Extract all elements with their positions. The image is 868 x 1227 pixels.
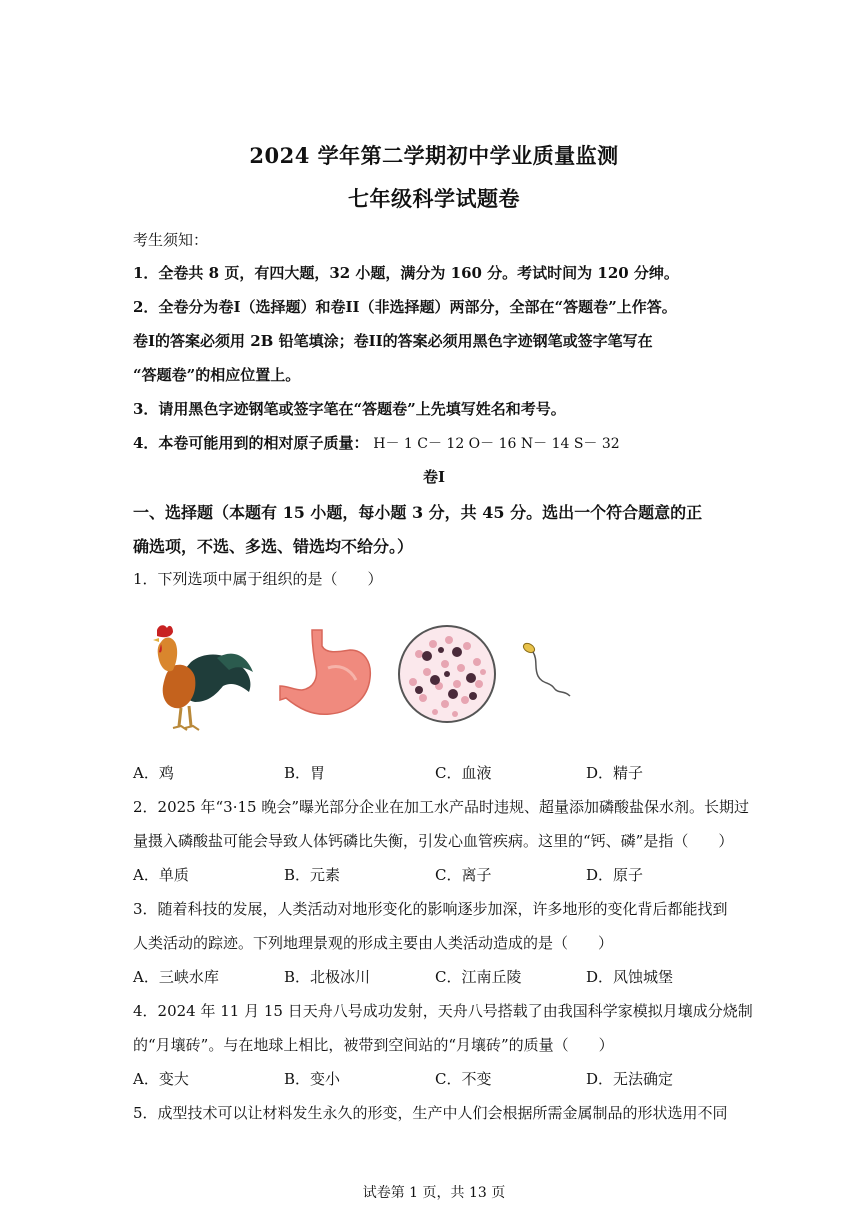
question-3-option-d[interactable]: D．风蚀城堡 (586, 968, 674, 986)
question-4-option-b[interactable]: B．变小 (284, 1070, 341, 1088)
question-2-option-d[interactable]: D．原子 (586, 866, 644, 884)
question-2-option-a[interactable]: A．单质 (133, 866, 189, 884)
question-2-stem-1: 2．2025 年“3·15 晚会”曝光部分企业在加工水产品时违规、超量添加磷酸盐保水剂。长期过 (133, 798, 749, 816)
question-3-option-b[interactable]: B．北极冰川 (284, 968, 371, 986)
atomic-mass-label: 4．本卷可能用到的相对原子质量： (133, 434, 369, 452)
question-3-option-a[interactable]: A．三峡水库 (133, 968, 219, 986)
exam-title: 2024 学年第二学期初中学业质量监测 (249, 143, 619, 168)
question-1-stem: 1．下列选项中属于组织的是（ ） (133, 570, 383, 588)
volume-label: 卷I (422, 468, 446, 486)
question-4-option-c[interactable]: C．不变 (435, 1070, 492, 1088)
section-heading-1: 一、选择题（本题有 15 小题，每小题 3 分，共 45 分。选出一个符合题意的正 (133, 503, 703, 522)
question-4-option-d[interactable]: D．无法确定 (586, 1070, 674, 1088)
atomic-mass-values: H－ 1 C－ 12 O－ 16 N－ 14 S－ 32 (373, 436, 620, 452)
question-4-option-a[interactable]: A．变大 (133, 1070, 189, 1088)
question-1-option-a[interactable]: A．鸡 (133, 764, 174, 782)
question-1-option-d[interactable]: D．精子 (586, 764, 644, 782)
question-3-option-c[interactable]: C．江南丘陵 (435, 968, 522, 986)
blood-cells-image (397, 624, 497, 724)
notice-item-2: 2．全卷分为卷I（选择题）和卷II（非选择题）两部分，全部在“答题卷”上作答。 (133, 298, 677, 316)
notice-item-3: 3．请用黑色字迹钢笔或签字笔在“答题卷”上先填写姓名和考号。 (133, 400, 566, 418)
question-2-option-c[interactable]: C．离子 (435, 866, 492, 884)
question-4-stem-2: 的“月壤砖”。与在地球上相比，被带到空间站的“月壤砖”的质量（ ） (133, 1036, 614, 1054)
stomach-image (278, 628, 374, 718)
notice-heading: 考生须知： (133, 231, 209, 249)
page-footer: 试卷第 1 页，共 13 页 (362, 1185, 506, 1201)
exam-subtitle: 七年级科学试题卷 (348, 186, 520, 211)
question-2-option-b[interactable]: B．元素 (284, 866, 341, 884)
rooster-image (143, 622, 257, 738)
sperm-image (520, 640, 576, 700)
notice-item-4 (133, 432, 620, 453)
question-5-stem-1: 5．成型技术可以让材料发生永久的形变，生产中人们会根据所需金属制品的形状选用不同 (133, 1104, 728, 1122)
notice-item-1: 1．全卷共 8 页，有四大题，32 小题，满分为 160 分。考试时间为 120 分绅。 (133, 264, 679, 282)
notice-item-2-cont2: “答题卷”的相应位置上。 (133, 366, 301, 384)
question-3-stem-1: 3．随着科技的发展，人类活动对地形变化的影响逐步加深，许多地形的变化背后都能找到 (133, 900, 728, 918)
question-4-stem-1: 4．2024 年 11 月 15 日天舟八号成功发射，天舟八号搭载了由我国科学家模拟月壤成分烧制 (133, 1002, 753, 1020)
question-2-stem-2: 量摄入磷酸盐可能会导致人体钙磷比失衡，引发心血管疾病。这里的“钙、磷”是指（ ） (133, 832, 734, 850)
question-1-option-c[interactable]: C．血液 (435, 764, 492, 782)
question-1-option-b[interactable]: B．胃 (284, 764, 326, 782)
question-3-stem-2: 人类活动的踪迹。下列地理景观的形成主要由人类活动造成的是（ ） (133, 934, 614, 952)
notice-item-2-cont: 卷I的答案必须用 2B 铅笔填涂；卷II的答案必须用黑色字迹钢笔或签字笔写在 (133, 332, 653, 350)
section-heading-2: 确选项，不选、多选、错选均不给分。） (133, 537, 414, 556)
